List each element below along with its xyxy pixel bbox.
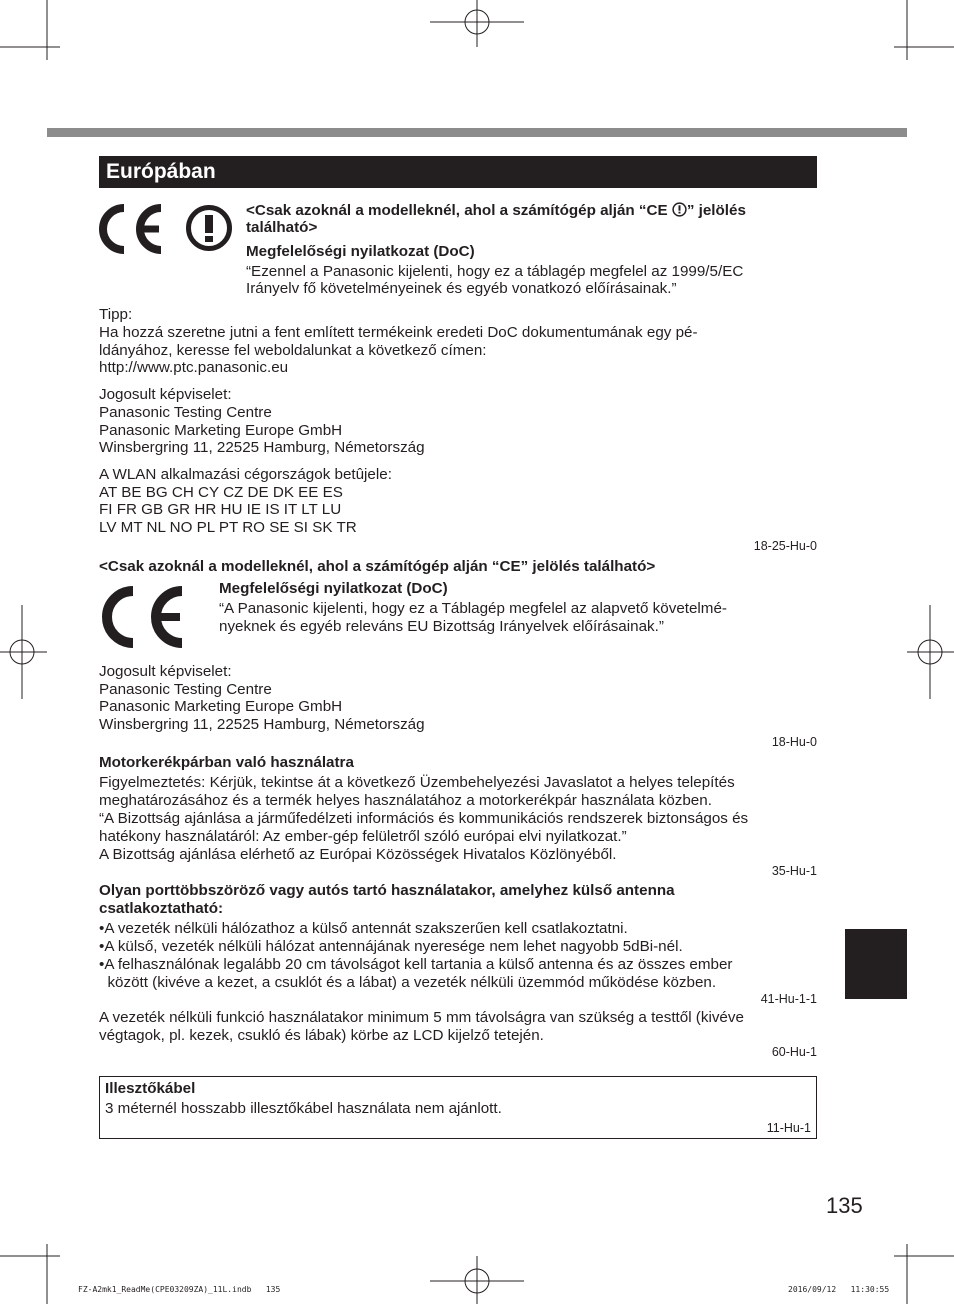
block3-line: “A Bizottság ajánlása a járműfedélzeti információs és kommunikációs rendszerek biztonságos és [99, 810, 749, 827]
rep-line: Jogosult képviselet: [99, 663, 232, 680]
block1-doc-title: Megfelelőségi nyilatkozat (DoC) [246, 243, 475, 260]
rep-line: Panasonic Marketing Europe GmbH [99, 422, 343, 439]
rep-line: Panasonic Testing Centre [99, 681, 272, 698]
top-bar [47, 128, 907, 137]
wlan-line: LV MT NL NO PL PT RO SE SI SK TR [99, 519, 357, 536]
block4-code: 41-Hu-1-1 [760, 992, 817, 1006]
footer-timestamp: 2016/09/12 11:30:55 [788, 1285, 890, 1294]
block4-heading: csatlakoztatható: [99, 900, 224, 917]
rep-line: Winsbergring 11, 22525 Hamburg, Németország [99, 716, 425, 733]
tip-line: ldányához, keresse fel weboldalunkat a következő címen: [99, 342, 487, 359]
side-tab [845, 929, 907, 999]
block4-bullet: •A külső, vezeték nélküli hálózat antennájának nyeresége nem lehet nagyobb 5dBi-nél. [99, 938, 683, 955]
tip-line: Tipp: [99, 306, 133, 323]
ce-mark-icon [98, 204, 166, 254]
box-text: 3 méternél hosszabb illesztőkábel használata nem ajánlott. [105, 1100, 502, 1117]
rep-line: Jogosult képviselet: [99, 386, 232, 403]
cable-notice-box [99, 1076, 817, 1139]
block5-line: A vezeték nélküli funkció használatakor minimum 5 mm távolságra van szükség a testtől (kivéve [99, 1009, 744, 1026]
block4-bullet: •A felhasználónak legalább 20 cm távolságot kell tartania a külső antenna és az összes ember [99, 956, 733, 973]
wlan-line: FI FR GB GR HR HU IE IS IT LT LU [99, 501, 342, 518]
block1-heading-line2: található> [246, 219, 318, 236]
ce-mark-icon [98, 586, 188, 648]
wlan-line: A WLAN alkalmazási cégországok betûjele: [99, 466, 392, 483]
block3-line: Figyelmeztetés: Kérjük, tekintse át a következő Üzembehelyezési Javaslatot a helyes telepítés [99, 774, 735, 791]
rep-line: Panasonic Marketing Europe GmbH [99, 698, 343, 715]
section-heading [99, 156, 817, 188]
block3-code: 35-Hu-1 [771, 864, 817, 878]
block2-doc-line: nyeknek és egyéb releváns EU Bizottság Irányelvek előírásainak.” [219, 618, 664, 635]
block3-line: meghatározásához és a termék helyes használatához a motorkerékpár használata közben. [99, 792, 712, 809]
rep-line: Winsbergring 11, 22525 Hamburg, Németország [99, 439, 425, 456]
box-code: 11-Hu-1 [766, 1121, 811, 1135]
block2-doc-line: “A Panasonic kijelenti, hogy ez a Táblagép megfelel az alapvető követelmé- [219, 600, 727, 617]
box-title: Illesztőkábel [105, 1080, 196, 1097]
wlan-line: AT BE BG CH CY CZ DE DK EE ES [99, 484, 343, 501]
block2-heading: <Csak azoknál a modelleknél, ahol a számítógép alján “CE” jelölés található> [99, 558, 656, 575]
block3-line: hatékony használatáról: Az ember-gép felületről szóló európai elvi nyilatkozat.” [99, 828, 627, 845]
block4-bullet: •A vezeték nélküli hálózathoz a külső antennát szakszerűen kell csatlakoztatni. [99, 920, 628, 937]
block1-heading: <Csak azoknál a modelleknél, ahol a számítógép alján “CE ” jelölés [246, 202, 746, 219]
footer-file: FZ-A2mk1_ReadMe(CPE03209ZA)_11L.indb 135 [78, 1285, 281, 1294]
page-number: 135 [826, 1193, 863, 1218]
block1-doc-line: Irányelv fő követelményeinek és egyéb vonatkozó előírásainak.” [246, 280, 677, 297]
block3-heading: Motorkerékpárban való használatra [99, 754, 354, 771]
block4-heading: Olyan porttöbbszöröző vagy autós tartó használatakor, amelyhez külső antenna [99, 882, 675, 899]
block5-code: 60-Hu-1 [771, 1045, 817, 1059]
block2-doc-title: Megfelelőségi nyilatkozat (DoC) [219, 580, 448, 597]
block1-doc-line: “Ezennel a Panasonic kijelenti, hogy ez a táblagép megfelel az 1999/5/EC [246, 263, 744, 280]
tip-line: Ha hozzá szeretne jutni a fent említett termékeink eredeti DoC dokumentumának egy pé- [99, 324, 698, 341]
block3-line: A Bizottság ajánlása elérhető az Európai Közösségek Hivatalos Közlönyéből. [99, 846, 617, 863]
block5-line: végtagok, pl. kezek, csukló és lábak) körbe az LCD kijelző tetején. [99, 1027, 544, 1044]
rep-line: Panasonic Testing Centre [99, 404, 272, 421]
block4-bullet: között (kivéve a kezet, a csuklót és a lábat) a vezeték nélküli üzemmód működése közben. [99, 974, 717, 991]
block2-code: 18-Hu-0 [771, 735, 817, 749]
section-title: Európában [106, 160, 216, 183]
tip-url: http://www.ptc.panasonic.eu [99, 359, 289, 376]
alert-circle-small-icon [672, 202, 687, 217]
block1-code: 18-25-Hu-0 [753, 539, 817, 553]
alert-circle-icon [185, 204, 233, 252]
